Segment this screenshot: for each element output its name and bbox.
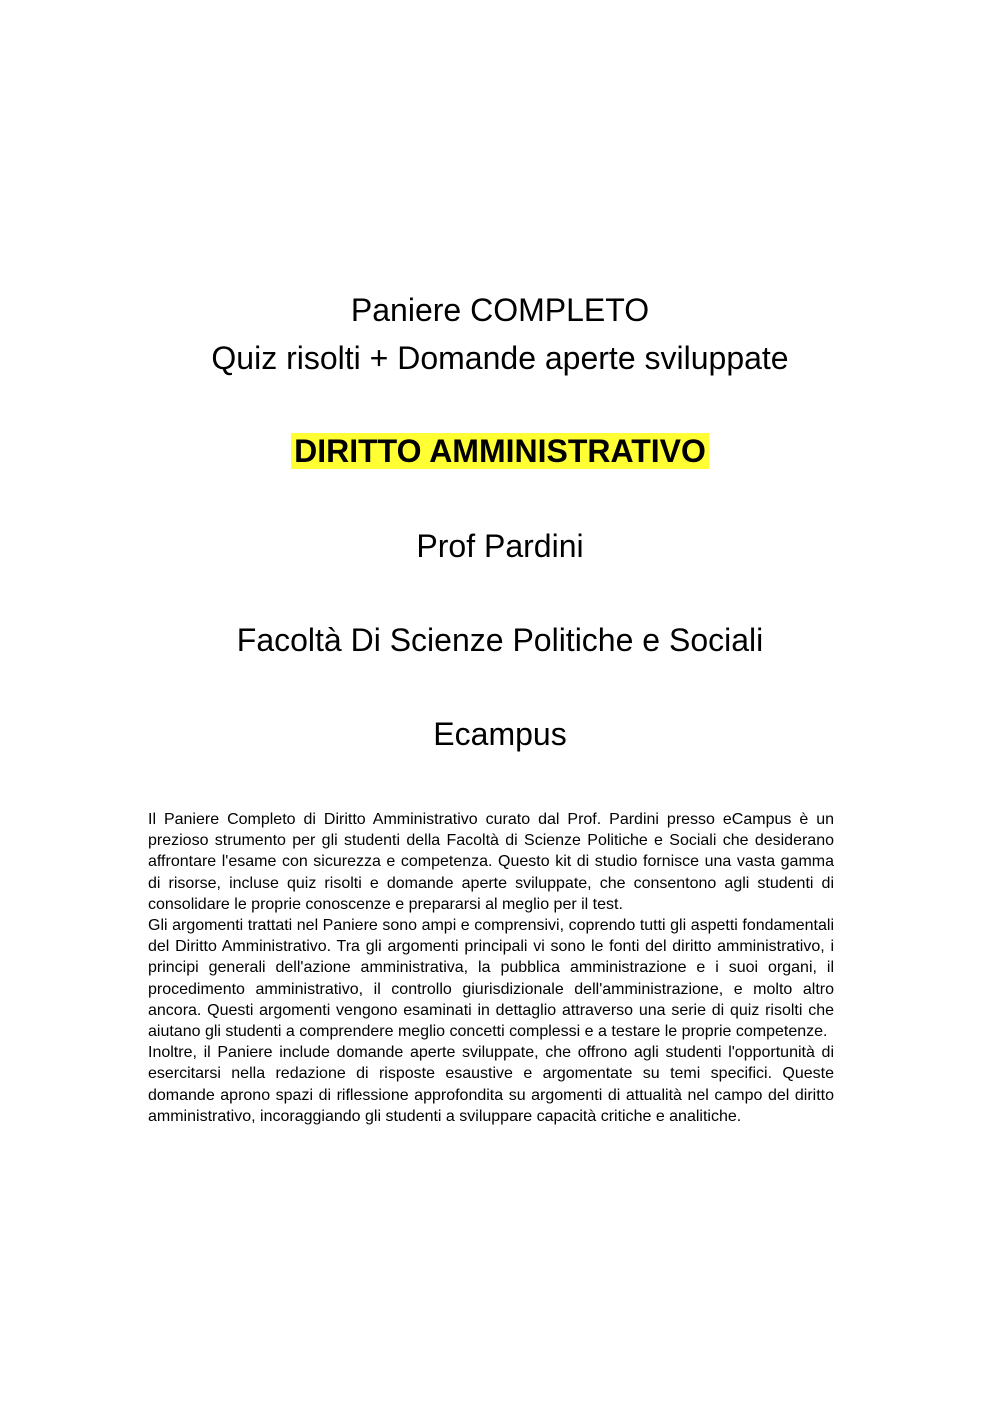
subject-line [0, 431, 1000, 471]
description-paragraph-3: Inoltre, il Paniere include domande aperte sviluppate, che offrono agli studenti l'opportunità di esercitarsi nella redazione di risposte esaustive e argomentate su temi specifici. Queste domande aprono spazi di riflessione approfondita su argomenti di attualità nel campo del diritto amministrativo, incoraggiando gli studenti a sviluppare capacità critiche e analitiche. [148, 1044, 834, 1125]
subject-heading: DIRITTO AMMINISTRATIVO [291, 433, 709, 469]
university-name: Ecampus [433, 716, 567, 752]
faculty-name: Facoltà Di Scienze Politiche e Sociali [236, 622, 764, 658]
document-title: Paniere COMPLETO [350, 292, 650, 328]
document-subtitle: Quiz risolti + Domande aperte sviluppate [211, 340, 789, 376]
professor-name: Prof Pardini [416, 528, 584, 564]
description-paragraph-1: Il Paniere Completo di Diritto Amministrativo curato dal Prof. Pardini presso eCampus è un prezioso strumento per gli studenti della Facoltà di Scienze Politiche e Sociali che desiderano affrontare l'esame con sicurezza e competenza. Questo kit di studio fornisce una vasta gamma di risorse, incluse quiz risolti e domande aperte sviluppate, che consentono agli studenti di consolidare le proprie conoscenze e prepararsi al meglio per il test. [148, 811, 834, 913]
description-block [148, 809, 834, 1127]
description-paragraph-2: Gli argomenti trattati nel Paniere sono ampi e comprensivi, coprendo tutti gli aspetti fondamentali del Diritto Amministrativo. Tra gli argomenti principali vi sono le fonti del diritto amministrativo, i principi generali dell'azione amministrativa, la pubblica amministrazione e i suoi organi, il procedimento amministrativo, il controllo giurisdizionale dell'amministrazione, e molto altro ancora. Questi argomenti vengono esaminati in dettaglio attraverso una serie di quiz risolti che aiutano gli studenti a comprendere meglio concetti complessi e a testare le proprie competenze. [148, 917, 834, 1041]
